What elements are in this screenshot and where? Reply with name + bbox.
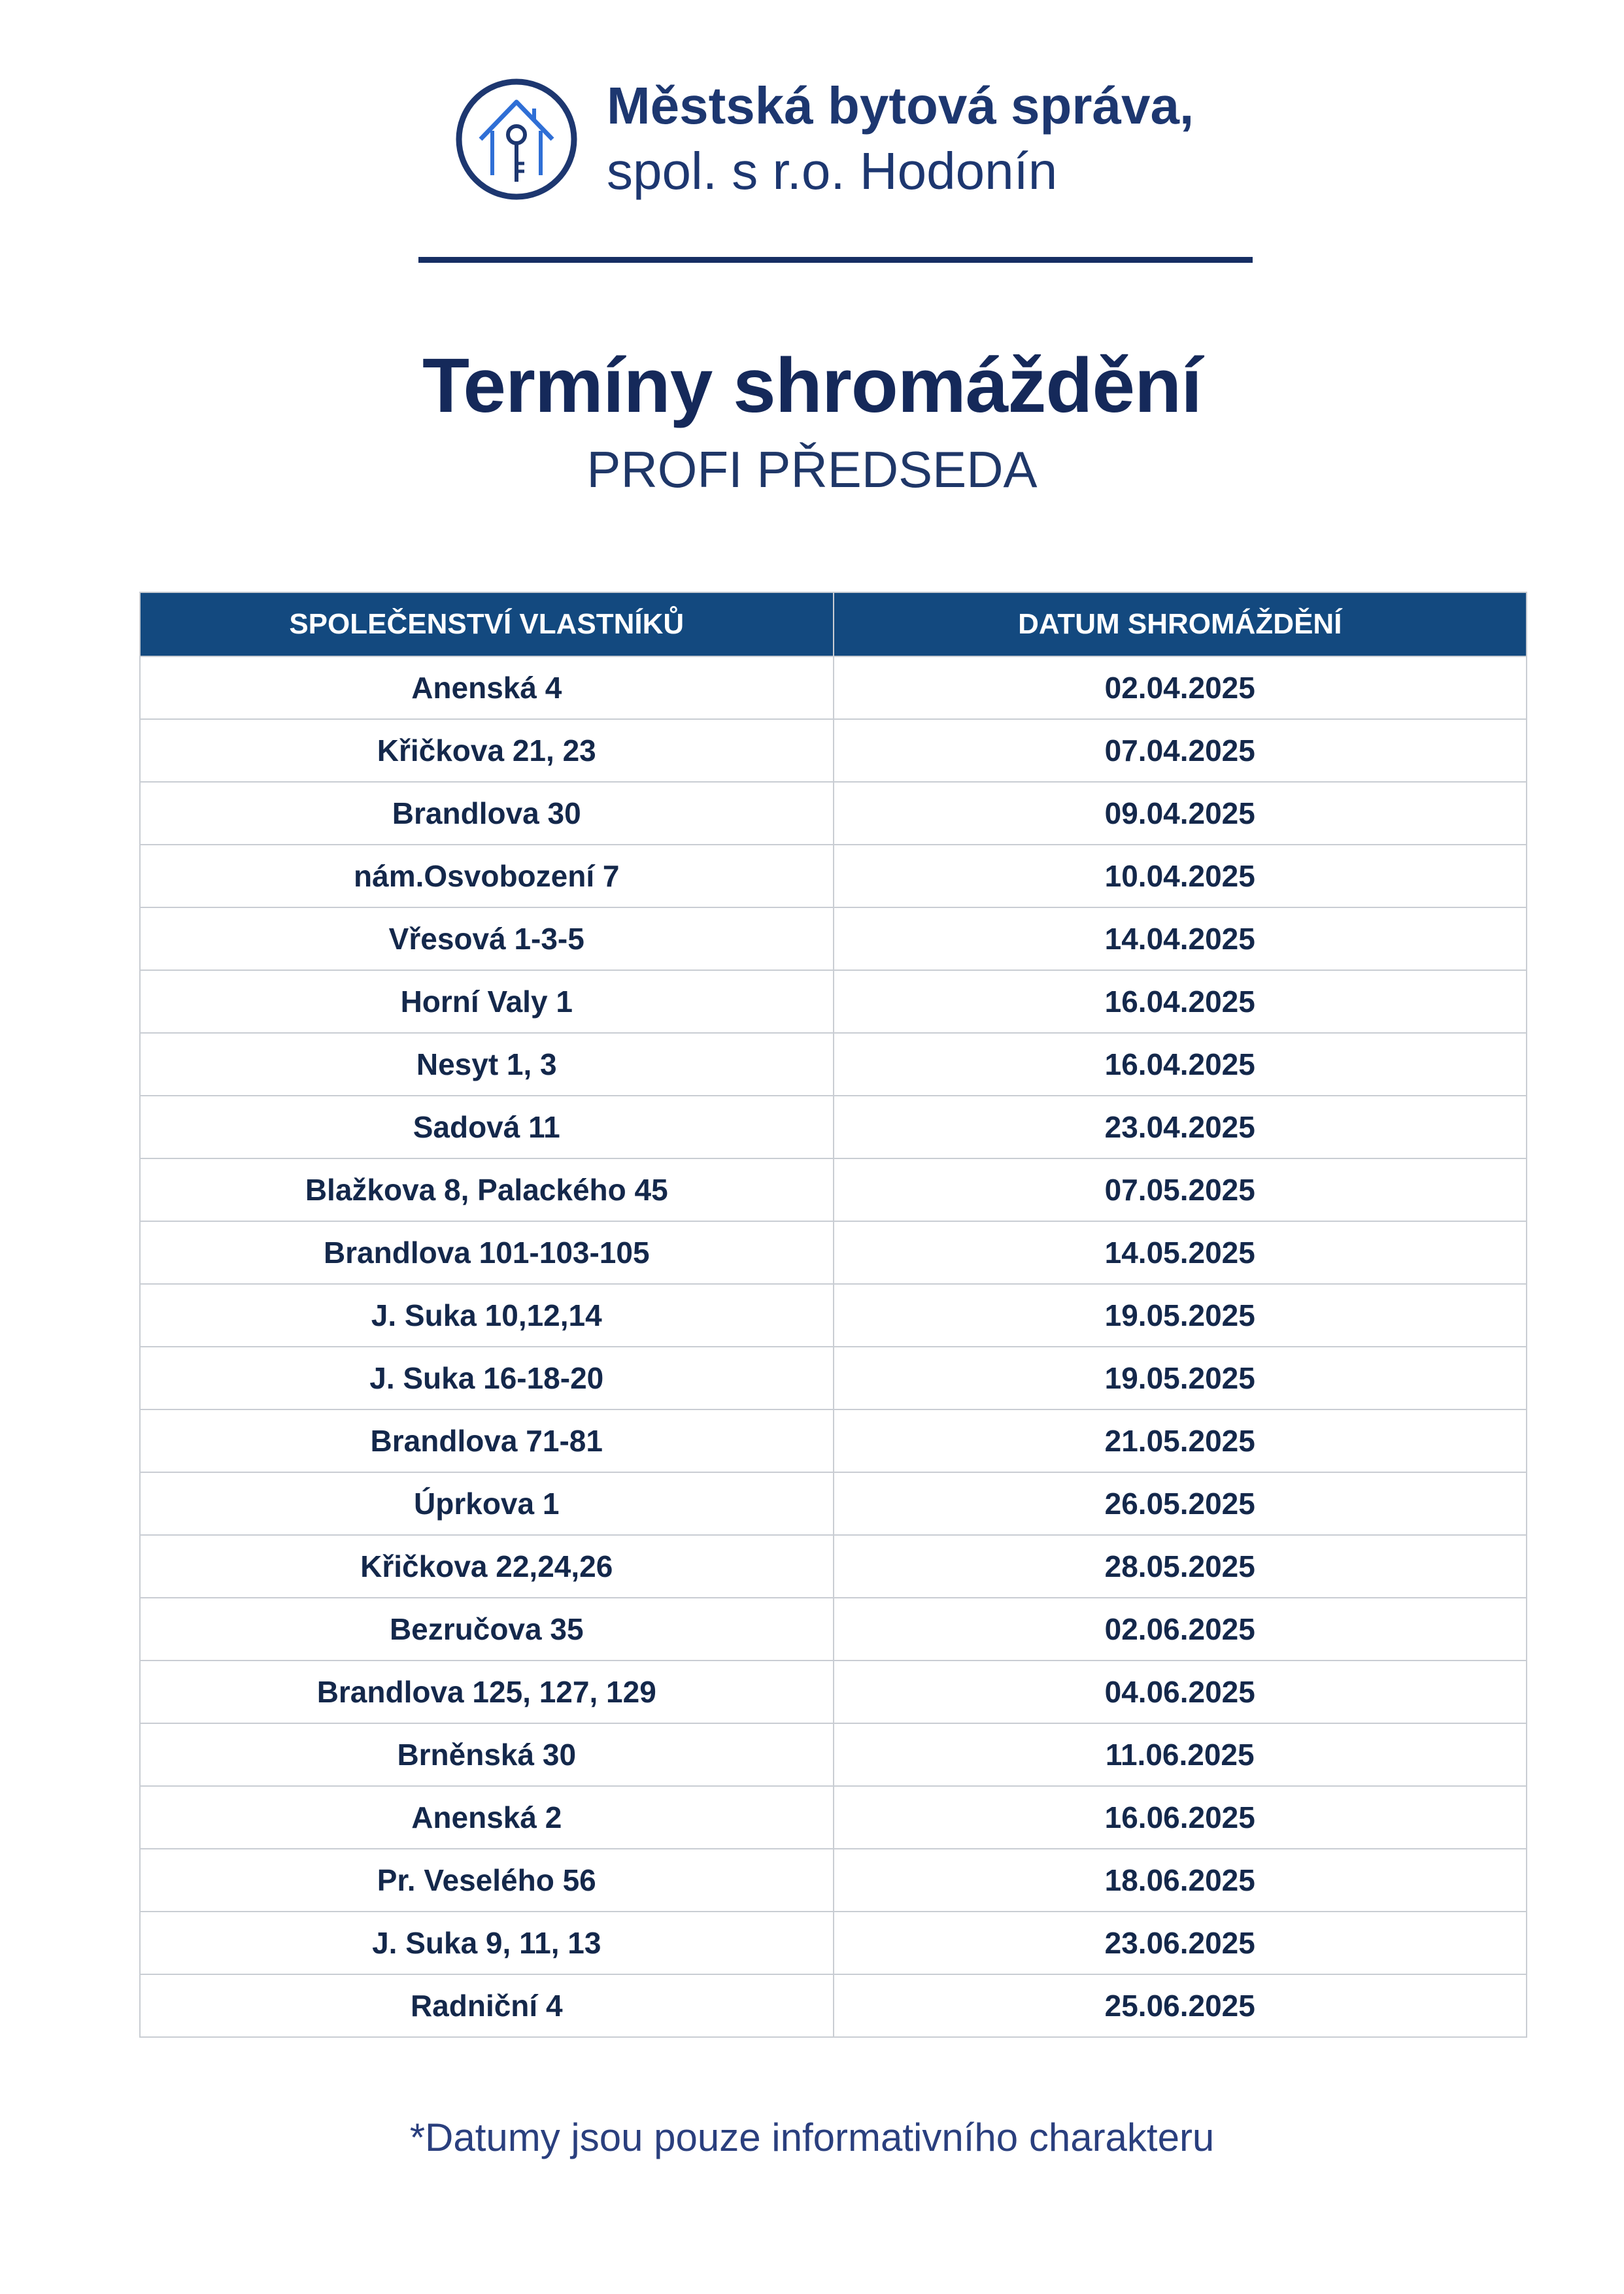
table-row	[140, 1912, 1527, 1974]
table-body	[140, 656, 1527, 2037]
column-header-date: DATUM SHROMÁŽDĚNÍ	[834, 592, 1527, 656]
association-cell: Křičkova 22,24,26	[140, 1535, 834, 1598]
date-cell: 02.06.2025	[834, 1598, 1527, 1661]
table-row	[140, 656, 1527, 719]
table-row	[140, 907, 1527, 970]
date-cell: 23.04.2025	[834, 1096, 1527, 1158]
association-cell: J. Suka 9, 11, 13	[140, 1912, 834, 1974]
association-cell: Brněnská 30	[140, 1723, 834, 1786]
table-row	[140, 1849, 1527, 1912]
date-cell: 28.05.2025	[834, 1535, 1527, 1598]
date-cell: 18.06.2025	[834, 1849, 1527, 1912]
table-row	[140, 719, 1527, 782]
table-row	[140, 1535, 1527, 1598]
date-cell: 16.04.2025	[834, 970, 1527, 1033]
table-row	[140, 970, 1527, 1033]
table-row	[140, 1723, 1527, 1786]
header-divider	[418, 257, 1253, 263]
table-row	[140, 1347, 1527, 1409]
association-cell: Nesyt 1, 3	[140, 1033, 834, 1096]
table-row	[140, 845, 1527, 907]
table-row	[140, 1158, 1527, 1221]
date-cell: 02.04.2025	[834, 656, 1527, 719]
company-name	[607, 73, 1194, 204]
table-row	[140, 1096, 1527, 1158]
table-row	[140, 1598, 1527, 1661]
date-cell: 21.05.2025	[834, 1409, 1527, 1472]
column-header-association: SPOLEČENSTVÍ VLASTNÍKŮ	[140, 592, 834, 656]
table-row	[140, 1409, 1527, 1472]
date-cell: 10.04.2025	[834, 845, 1527, 907]
association-cell: Brandlova 71-81	[140, 1409, 834, 1472]
date-cell: 14.05.2025	[834, 1221, 1527, 1284]
association-cell: Anenská 2	[140, 1786, 834, 1849]
association-cell: nám.Osvobození 7	[140, 845, 834, 907]
table-row	[140, 1472, 1527, 1535]
date-cell: 16.04.2025	[834, 1033, 1527, 1096]
date-cell: 19.05.2025	[834, 1284, 1527, 1347]
page-title: Termíny shromáždění	[422, 343, 1202, 429]
company-name-line2: spol. s r.o. Hodonín	[607, 142, 1058, 200]
association-cell: Blažkova 8, Palackého 45	[140, 1158, 834, 1221]
page-subtitle: PROFI PŘEDSEDA	[586, 441, 1038, 498]
footnote: *Datumy jsou pouze informativního charakteru	[409, 2116, 1215, 2159]
association-cell: Křičkova 21, 23	[140, 719, 834, 782]
date-cell: 26.05.2025	[834, 1472, 1527, 1535]
association-cell: Radniční 4	[140, 1974, 834, 2037]
association-cell: Sadová 11	[140, 1096, 834, 1158]
house-key-logo-icon	[454, 77, 579, 201]
date-cell: 25.06.2025	[834, 1974, 1527, 2037]
date-cell: 04.06.2025	[834, 1661, 1527, 1723]
date-cell: 11.06.2025	[834, 1723, 1527, 1786]
meeting-schedule-table	[139, 592, 1527, 2038]
table-row	[140, 1221, 1527, 1284]
table-row	[140, 1033, 1527, 1096]
table-row	[140, 782, 1527, 845]
date-cell: 16.06.2025	[834, 1786, 1527, 1849]
association-cell: Horní Valy 1	[140, 970, 834, 1033]
association-cell: Úprkova 1	[140, 1472, 834, 1535]
association-cell: Brandlova 101-103-105	[140, 1221, 834, 1284]
table-header-row	[140, 592, 1527, 656]
date-cell: 07.04.2025	[834, 719, 1527, 782]
date-cell: 19.05.2025	[834, 1347, 1527, 1409]
date-cell: 07.05.2025	[834, 1158, 1527, 1221]
table-row	[140, 1786, 1527, 1849]
association-cell: Vřesová 1-3-5	[140, 907, 834, 970]
date-cell: 14.04.2025	[834, 907, 1527, 970]
company-name-line1: Městská bytová správa,	[607, 76, 1194, 135]
association-cell: Anenská 4	[140, 656, 834, 719]
association-cell: Bezručova 35	[140, 1598, 834, 1661]
date-cell: 23.06.2025	[834, 1912, 1527, 1974]
date-cell: 09.04.2025	[834, 782, 1527, 845]
table-row	[140, 1974, 1527, 2037]
association-cell: Pr. Veselého 56	[140, 1849, 834, 1912]
association-cell: Brandlova 125, 127, 129	[140, 1661, 834, 1723]
association-cell: Brandlova 30	[140, 782, 834, 845]
association-cell: J. Suka 10,12,14	[140, 1284, 834, 1347]
table-row	[140, 1284, 1527, 1347]
table-row	[140, 1661, 1527, 1723]
association-cell: J. Suka 16-18-20	[140, 1347, 834, 1409]
